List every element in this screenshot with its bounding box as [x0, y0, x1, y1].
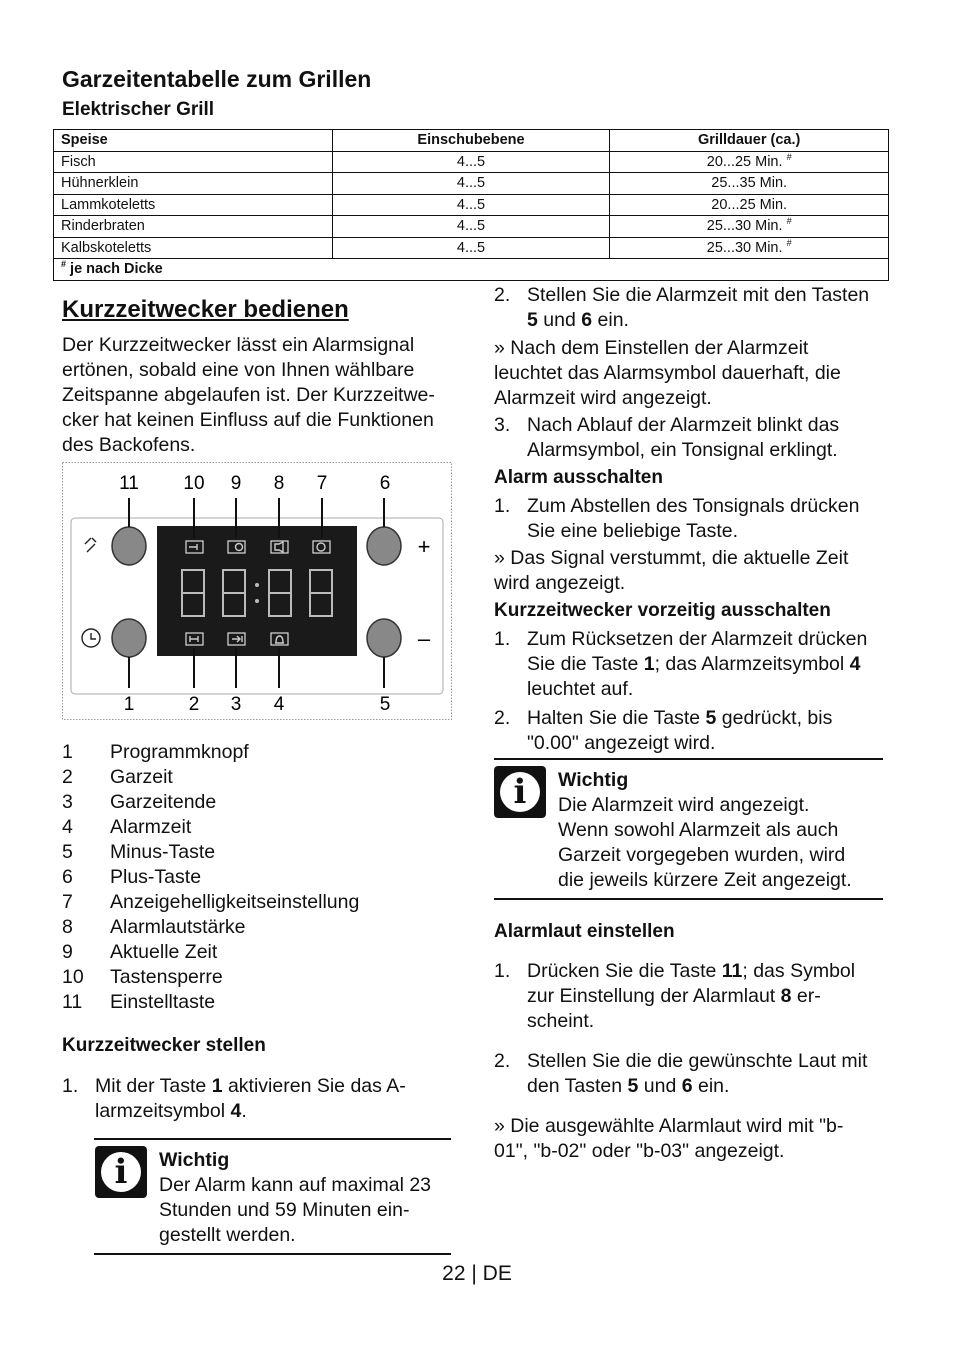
- result-text: » Nach dem Einstellen der Alarmzeit leuchtet das Alarmsymbol dauerhaft, die Alarmzeit wird angezeigt.: [494, 337, 841, 409]
- label-1: 1: [123, 694, 135, 715]
- text-line: Der Kurzzeitwecker lässt ein Alarmsignal: [62, 334, 415, 356]
- plus-sign: +: [417, 534, 431, 559]
- list-item: 3 Garzeitende: [62, 791, 217, 813]
- label-5: 5: [379, 694, 391, 715]
- table-cell: Rinderbraten: [54, 216, 333, 238]
- colon-dot: [255, 583, 259, 587]
- list-item: 8 Alarmlautstärke: [62, 916, 246, 938]
- step-item: 1. Zum Abstellen des Tonsignals drücken Sie eine beliebige Taste.: [494, 495, 860, 542]
- footnote-mark: #: [786, 216, 792, 227]
- footnote-mark: #: [786, 237, 792, 248]
- label-9: 9: [230, 473, 242, 494]
- list-item: 2 Garzeit: [62, 766, 173, 788]
- table-cell: [610, 173, 889, 195]
- label-11: 11: [119, 473, 139, 494]
- table-cell: 4...5: [332, 237, 610, 259]
- result-text: » Die ausgewählte Alarmlaut wird mit "b- 01", "b-02" oder "b-03" angezeigt.: [494, 1115, 844, 1162]
- list-item: 4 Alarmzeit: [62, 816, 192, 838]
- label-4: 4: [273, 694, 285, 715]
- table-header-row: [54, 130, 889, 152]
- important-note: Wichtig Die Alarmzeit wird angezeigt. Wenn sowohl Alarmzeit als auch Garzeit vorgegeben wurden, wird die jeweils kürzere Zeit angezeigt.: [558, 769, 852, 891]
- text-line: ertönen, sobald eine von Ihnen wählbare: [62, 359, 415, 381]
- table-row: [54, 173, 889, 195]
- text-line: Zeitspanne abgelaufen ist. Der Kurzzeitwe-: [62, 384, 435, 406]
- table-row: [54, 237, 889, 259]
- table-header: Grilldauer (ca.): [610, 130, 889, 152]
- step-item: 2. Stellen Sie die Alarmzeit mit den Tasten 5 und 6 ein.: [494, 284, 870, 331]
- info-icon: i: [494, 766, 546, 818]
- page-footer: 22 | DE: [442, 1262, 512, 1285]
- table-cell: [610, 216, 889, 238]
- table-cell: 4...5: [332, 216, 610, 238]
- divider: [494, 898, 883, 900]
- text-line: cker hat keinen Einfluss auf die Funktionen: [62, 409, 434, 431]
- cell-text: 25...35 Min.: [711, 175, 788, 192]
- label-6: 6: [379, 473, 391, 494]
- list-item: 5 Minus-Taste: [62, 841, 216, 863]
- result-text: » Das Signal verstummt, die aktuelle Zeit wird angezeigt.: [494, 547, 849, 594]
- important-note: Wichtig Der Alarm kann auf maximal 23 Stunden und 59 Minuten ein- gestellt werden.: [159, 1149, 432, 1246]
- table-cell: Hühnerklein: [54, 173, 333, 195]
- label-3: 3: [230, 694, 242, 715]
- settings-knob[interactable]: [112, 527, 146, 565]
- program-knob[interactable]: [112, 619, 146, 657]
- table-header: Einschubebene: [332, 130, 610, 152]
- table-row: [54, 151, 889, 173]
- table-cell: Fisch: [54, 151, 333, 173]
- list-item: 10 Tastensperre: [62, 966, 223, 988]
- label-8: 8: [273, 473, 285, 494]
- table-cell: 4...5: [332, 173, 610, 195]
- step-item: 1. Mit der Taste 1 aktivieren Sie das A- larmzeitsymbol 4.: [62, 1075, 406, 1122]
- table-row: [54, 194, 889, 216]
- table-header: Speise: [54, 130, 333, 152]
- section-heading: Alarmlaut einstellen: [494, 921, 675, 942]
- divider: [494, 758, 883, 760]
- minus-knob[interactable]: [367, 619, 401, 657]
- step-item: 3. Nach Ablauf der Alarmzeit blinkt das Alarmsymbol, ein Tonsignal erklingt.: [494, 414, 840, 461]
- cell-text: 25...30 Min.: [706, 239, 783, 256]
- info-icon: i: [95, 1146, 147, 1198]
- list-item: 9 Aktuelle Zeit: [62, 941, 218, 963]
- label-10: 10: [183, 473, 205, 494]
- page-title: Garzeitentabelle zum Grillen: [62, 66, 372, 92]
- step-item: 2. Stellen Sie die die gewünschte Laut mit den Tasten 5 und 6 ein.: [494, 1050, 868, 1097]
- legend-list: [62, 740, 359, 1015]
- table-cell: Kalbskoteletts: [54, 237, 333, 259]
- list-item: 1 Programmknopf: [62, 741, 249, 763]
- settings-icon: [85, 538, 96, 552]
- table-cell: [610, 237, 889, 259]
- list-item: 6 Plus-Taste: [62, 866, 202, 888]
- section-subtitle: Elektrischer Grill: [62, 99, 215, 120]
- table-note-row: [54, 259, 889, 281]
- footnote-mark: #: [786, 151, 792, 162]
- step-item: 1. Drücken Sie die Taste 11; das Symbol zur Einstellung der Alarmlaut 8 er- scheint.: [494, 960, 856, 1032]
- divider: [94, 1138, 451, 1140]
- cell-text: 25...30 Min.: [706, 218, 783, 235]
- plus-knob[interactable]: [367, 527, 401, 565]
- list-item: 11 Einstelltaste: [62, 991, 216, 1013]
- section-title: Kurzzeitwecker bedienen: [62, 296, 349, 323]
- label-7: 7: [316, 473, 328, 494]
- note-text: je nach Dicke: [70, 261, 163, 278]
- section-heading: Alarm ausschalten: [494, 467, 663, 488]
- section-heading: Kurzzeitwecker vorzeitig ausschalten: [494, 600, 831, 621]
- grill-table: [53, 129, 889, 281]
- footnote-mark: #: [61, 259, 67, 270]
- minus-sign: –: [417, 626, 431, 651]
- control-panel-diagram: [62, 462, 452, 720]
- display-screen: [157, 526, 357, 656]
- table-cell: [610, 194, 889, 216]
- text-line: des Backofens.: [62, 434, 196, 456]
- cell-text: 20...25 Min.: [706, 153, 783, 170]
- table-cell: [610, 151, 889, 173]
- step-item: 1. Zum Rücksetzen der Alarmzeit drücken Sie die Taste 1; das Alarmzeitsymbol 4 leuchtet auf.: [494, 628, 868, 700]
- cell-text: 20...25 Min.: [711, 196, 788, 213]
- label-2: 2: [188, 694, 200, 715]
- divider: [94, 1253, 451, 1255]
- table-cell: 4...5: [332, 194, 610, 216]
- colon-dot: [255, 599, 259, 603]
- table-cell: 4...5: [332, 151, 610, 173]
- section-heading: Kurzzeitwecker stellen: [62, 1035, 266, 1056]
- table-note: [54, 259, 889, 281]
- intro-paragraph: [62, 333, 435, 458]
- table-row: [54, 216, 889, 238]
- table-cell: Lammkoteletts: [54, 194, 333, 216]
- step-item: 2. Halten Sie die Taste 5 gedrückt, bis "0.00" angezeigt wird.: [494, 707, 833, 754]
- list-item: 7 Anzeigehelligkeitseinstellung: [62, 891, 360, 913]
